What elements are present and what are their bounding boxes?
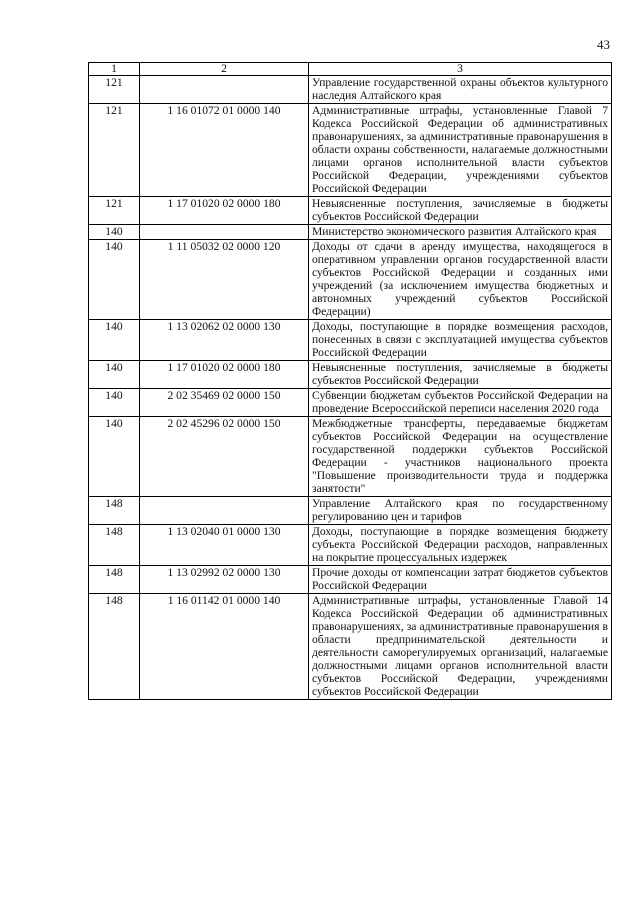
admin-code-cell: 140 (89, 320, 140, 361)
table-row (89, 594, 612, 700)
table-row (89, 240, 612, 320)
description-cell: Административные штрафы, установленные Главой 14 Кодекса Российской Федерации об административных правонарушениях, за административные правонарушения в области предпринимательской деятельности и деятельности саморегулируемых организаций, налагаемые должностными лицами органов исполнительной власти субъектов Российской Федерации, учреждениями субъектов Российской Федерации (309, 594, 612, 700)
revenue-code-cell (140, 76, 309, 104)
table-header-row (89, 63, 612, 76)
description-cell: Субвенции бюджетам субъектов Российской Федерации на проведение Всероссийской переписи населения 2020 года (309, 389, 612, 417)
admin-code-cell: 140 (89, 225, 140, 240)
admin-code-cell: 121 (89, 104, 140, 197)
column-header-3: 3 (309, 63, 612, 76)
description-cell: Межбюджетные трансферты, передаваемые бюджетам субъектов Российской Федерации на осуществление государственной поддержки субъектов Российской Федерации - участников национального проекта "Повышение производительности труда и поддержка занятости" (309, 417, 612, 497)
description-cell: Доходы от сдачи в аренду имущества, находящегося в оперативном управлении органов государственной власти субъектов Российской Федерации и созданных ими учреждений (за исключением имущества бюджетных и автономных учреждений субъектов Российской Федерации) (309, 240, 612, 320)
description-cell: Прочие доходы от компенсации затрат бюджетов субъектов Российской Федерации (309, 566, 612, 594)
table-header (89, 63, 612, 76)
revenue-codes-table (88, 62, 612, 700)
admin-code-cell: 140 (89, 417, 140, 497)
description-cell: Административные штрафы, установленные Главой 7 Кодекса Российской Федерации об административных правонарушениях, за административные правонарушения в области охраны собственности, налагаемые должностными лицами органов исполнительной власти субъектов Российской Федерации, учреждениями субъектов Российской Федерации (309, 104, 612, 197)
revenue-code-cell: 1 17 01020 02 0000 180 (140, 197, 309, 225)
description-cell: Невыясненные поступления, зачисляемые в бюджеты субъектов Российской Федерации (309, 361, 612, 389)
column-header-1: 1 (89, 63, 140, 76)
revenue-code-cell: 1 16 01142 01 0000 140 (140, 594, 309, 700)
revenue-code-cell: 1 13 02040 01 0000 130 (140, 525, 309, 566)
table-row (89, 225, 612, 240)
table-row (89, 76, 612, 104)
admin-code-cell: 140 (89, 240, 140, 320)
table-row (89, 104, 612, 197)
description-cell: Управление государственной охраны объектов культурного наследия Алтайского края (309, 76, 612, 104)
admin-code-cell: 148 (89, 594, 140, 700)
admin-code-cell: 148 (89, 525, 140, 566)
table-row (89, 197, 612, 225)
table-row (89, 361, 612, 389)
table-row (89, 320, 612, 361)
table-body (89, 76, 612, 700)
admin-code-cell: 148 (89, 566, 140, 594)
page-number: 43 (597, 37, 610, 52)
description-cell: Доходы, поступающие в порядке возмещения бюджету субъекта Российской Федерации расходов, направленных на покрытие процессуальных издержек (309, 525, 612, 566)
revenue-code-cell (140, 225, 309, 240)
revenue-code-cell: 2 02 45296 02 0000 150 (140, 417, 309, 497)
admin-code-cell: 121 (89, 197, 140, 225)
revenue-code-cell: 2 02 35469 02 0000 150 (140, 389, 309, 417)
admin-code-cell: 140 (89, 361, 140, 389)
description-cell: Невыясненные поступления, зачисляемые в бюджеты субъектов Российской Федерации (309, 197, 612, 225)
table-row (89, 566, 612, 594)
table-row (89, 497, 612, 525)
revenue-code-cell: 1 11 05032 02 0000 120 (140, 240, 309, 320)
description-cell: Министерство экономического развития Алтайского края (309, 225, 612, 240)
revenue-code-cell: 1 17 01020 02 0000 180 (140, 361, 309, 389)
admin-code-cell: 121 (89, 76, 140, 104)
revenue-code-cell: 1 13 02062 02 0000 130 (140, 320, 309, 361)
table-row (89, 417, 612, 497)
description-cell: Управление Алтайского края по государственному регулированию цен и тарифов (309, 497, 612, 525)
revenue-code-cell: 1 13 02992 02 0000 130 (140, 566, 309, 594)
column-header-2: 2 (140, 63, 309, 76)
admin-code-cell: 148 (89, 497, 140, 525)
table-row (89, 525, 612, 566)
revenue-code-cell: 1 16 01072 01 0000 140 (140, 104, 309, 197)
revenue-code-cell (140, 497, 309, 525)
description-cell: Доходы, поступающие в порядке возмещения расходов, понесенных в связи с эксплуатацией имущества субъектов Российской Федерации (309, 320, 612, 361)
admin-code-cell: 140 (89, 389, 140, 417)
table-row (89, 389, 612, 417)
